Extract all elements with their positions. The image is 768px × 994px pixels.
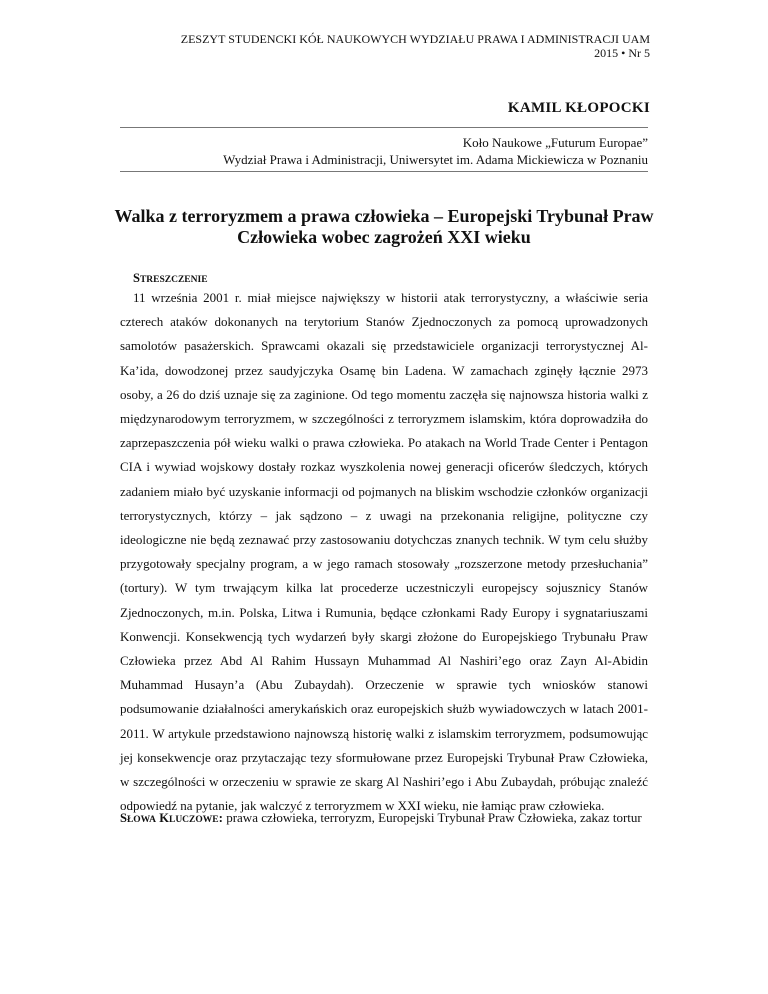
author-name: KAMIL KŁOPOCKI xyxy=(507,100,650,116)
abstract-text: 11 września 2001 r. miał miejsce największy w historii atak terrorystyczny, a właściwie seria czterech ataków dokonanych na terytorium Stanów Zjednoczonych za pomocą uprowadzonych samolotów pasażerskich. Sprawcami okazali się przedstawiciele organizacji terrorystycznej Al-Ka’ida, dowodzonej przez saudyjczyka Osamę bin Ladena. W zamachach zginęły łącznie 2973 osoby, a 26 do dziś uznaje się za zaginione. Od tego momentu zaczęła się najnowsza historia walki z międzynarodowym terroryzmem, w szczególności z terroryzmem islamskim, która doprowadziła do zaprzepaszczenia pół wieku walki o prawa człowieka. Po atakach na World Trade Center i Pentagon CIA i wywiad wojskowy dostały rozkaz wyszkolenia nowej generacji oficerów śledczych, których zadaniem miało być uzyskanie informacji od pojmanych na bliskim wschodzie członków organizacji terrorystycznych, którzy – jak sądzono – z uwagi na przekonania religijne, polityczne czy ideologiczne nie będą zeznawać przy zastosowaniu dotychczas znanych technik. W tym celu służby przygotowały specjalny program, a w jego ramach stosowały „rozszerzone metody przesłuchania” (tortury). W tym trwającym kilka lat procederze uczestniczyli europejscy sojusznicy Stanów Zjednoczonych, m.in. Polska, Litwa i Rumunia, będące członkami Rady Europy i sygnatariuszami Konwencji. Konsekwencją tych wydarzeń były skargi złożone do Europejskiego Trybunału Praw Człowieka przez Abd Al Rahim Hussayn Muhammad Al Nashiri’ego oraz Zayn Al-Abidin Muhammad Husayn’a (Abu Zubaydah). Orzeczenie w sprawie tych wniosków stanowi podsumowanie działalności amerykańskich oraz europejskich służb wywiadowczych w latach 2001-2011. W artykule przedstawiono najnowszą historię walki z islamskim terroryzmem, podsumowując jej konsekwencje oraz przytaczając tezy sformułowane przez Europejski Trybunał Praw Człowieka, w szczególności w orzeczeniu w sprawie ze skarg Al Nashiri’ego i Abu Zubaydah, próbując znaleźć odpowiedź na pytanie, jak walczyć z terroryzmem w XXI wieku, nie łamiąc praw człowieka. xyxy=(120,290,648,814)
abstract-heading-initial: S xyxy=(133,271,140,285)
keywords-label xyxy=(120,810,223,825)
journal-title: ZESZYT STUDENCKI KÓŁ NAUKOWYCH WYDZIAŁU PRAWA I ADMINISTRACJI UAM xyxy=(180,32,650,46)
keywords-label-colon: : xyxy=(218,810,223,825)
keywords-text: prawa człowieka, terroryzm, Europejski Trybunał Praw Człowieka, zakaz tortur xyxy=(226,810,642,825)
divider-top xyxy=(120,127,648,128)
affiliation-club: Koło Naukowe „Futurum Europae” xyxy=(462,135,648,150)
journal-header xyxy=(181,32,650,60)
keywords xyxy=(120,810,668,826)
article-title: Walka z terroryzmem a prawa człowieka – Europejski Trybunał Praw Człowieka wobec zagrożeń XXI wieku xyxy=(114,206,654,247)
keywords-label-initial-1: S xyxy=(120,811,127,825)
abstract-heading-rest: TRESZCZENIE xyxy=(139,275,208,285)
affiliation-faculty: Wydział Prawa i Administracji, Uniwersytet im. Adama Mickiewicza w Poznaniu xyxy=(223,152,648,167)
abstract-heading xyxy=(133,271,208,286)
divider-bottom xyxy=(120,171,648,172)
keywords-label-rest-1: ŁOWA xyxy=(126,815,156,825)
keywords-label-rest-2: LUCZOWE xyxy=(168,815,219,825)
author-affiliation xyxy=(223,134,648,168)
keywords-label-initial-2: K xyxy=(159,811,169,825)
issue-number: 2015 • Nr 5 xyxy=(594,46,650,60)
